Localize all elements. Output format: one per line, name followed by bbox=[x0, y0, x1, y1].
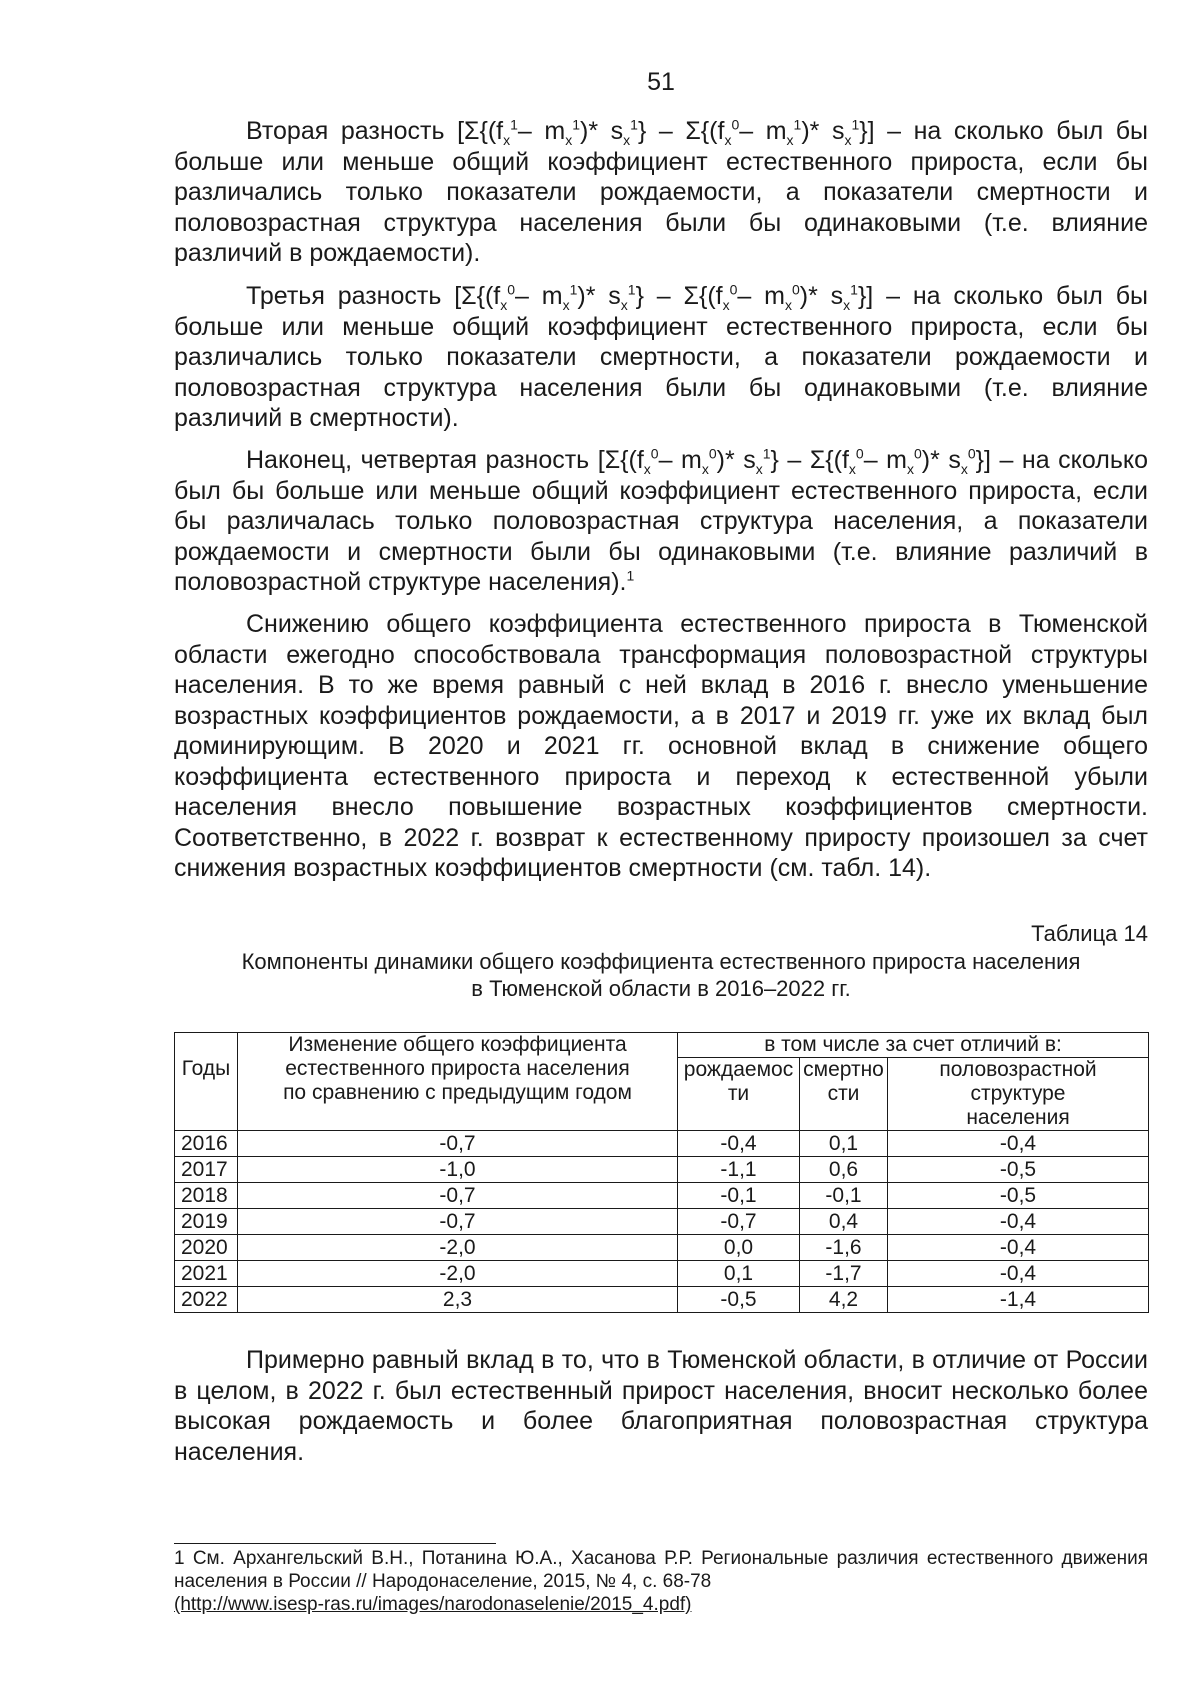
header-label: Годы bbox=[181, 1057, 231, 1080]
subscript: x bbox=[500, 297, 508, 313]
subscript: x bbox=[786, 132, 794, 148]
subscript: x bbox=[620, 297, 628, 313]
subscript: x bbox=[755, 461, 763, 477]
table-row bbox=[175, 1157, 1149, 1183]
subscript: x bbox=[623, 132, 631, 148]
header-label: Изменение общего коэффициента естественного прироста населения по сравнению с предыдущим годом bbox=[283, 1033, 632, 1104]
superscript: 1 bbox=[572, 116, 581, 133]
cell-fertility: 0,1 bbox=[678, 1261, 800, 1287]
cell-year: 2018 bbox=[175, 1183, 238, 1209]
superscript: 0 bbox=[507, 281, 516, 298]
table-header-row bbox=[175, 1033, 1149, 1058]
superscript: 0 bbox=[791, 281, 800, 298]
cell-year: 2019 bbox=[175, 1209, 238, 1235]
cell-year: 2021 bbox=[175, 1261, 238, 1287]
cell-structure: -1,4 bbox=[888, 1287, 1149, 1313]
header-structure bbox=[888, 1058, 1149, 1131]
paragraph-text: Примерно равный вклад в то, что в Тюменской области, в отличие от России в целом, в 2022 г. был естественный прирост населения, вносит несколько более высокая рождаемость и более благоприятная половозрастная структура населения. bbox=[174, 1346, 1148, 1466]
paragraph-third-difference bbox=[174, 281, 1148, 434]
text-run: – m bbox=[739, 117, 787, 145]
cell-change: 2,3 bbox=[238, 1287, 678, 1313]
cell-fertility: -0,7 bbox=[678, 1209, 800, 1235]
cell-fertility: -1,1 bbox=[678, 1157, 800, 1183]
text-run: }] – на сколько был бы больше или меньше общий коэффициент естественного прироста, если бы различались только показатели рождаемости, а показатели смертности и половозрастная структура населения были бы одинаковыми (т.е. влияние различий в рождаемости). bbox=[174, 117, 1149, 267]
paragraph-text bbox=[174, 445, 1148, 598]
superscript: 1 bbox=[793, 116, 802, 133]
text-run: Вторая разность [Σ{(f bbox=[246, 117, 504, 145]
cell-mortality: 0,6 bbox=[800, 1157, 888, 1183]
table-row bbox=[175, 1131, 1149, 1157]
superscript: 0 bbox=[967, 445, 976, 462]
table-number: Таблица 14 bbox=[1031, 921, 1148, 946]
cell-change: -1,0 bbox=[238, 1157, 678, 1183]
header-label: половозрастной структуре населения bbox=[939, 1058, 1097, 1129]
paragraph-text bbox=[174, 116, 1148, 269]
subscript: x bbox=[848, 461, 856, 477]
cell-fertility: -0,4 bbox=[678, 1131, 800, 1157]
superscript: 0 bbox=[913, 445, 922, 462]
footnote-reference[interactable]: 1 bbox=[626, 567, 635, 584]
table-caption bbox=[174, 948, 1148, 1002]
superscript: 1 bbox=[510, 116, 518, 133]
text-run: )* s bbox=[580, 117, 624, 145]
cell-structure: -0,4 bbox=[888, 1235, 1149, 1261]
cell-mortality: 0,4 bbox=[800, 1209, 888, 1235]
cell-mortality: 4,2 bbox=[800, 1287, 888, 1313]
cell-year: 2016 bbox=[175, 1131, 238, 1157]
text-run: } – Σ{(f bbox=[635, 282, 723, 310]
header-mortality bbox=[800, 1058, 888, 1131]
table-row bbox=[175, 1209, 1149, 1235]
subscript: x bbox=[784, 297, 792, 313]
subscript: x bbox=[724, 132, 732, 148]
cell-structure: -0,5 bbox=[888, 1157, 1149, 1183]
text-run: – m bbox=[863, 446, 907, 474]
cell-mortality: -1,6 bbox=[800, 1235, 888, 1261]
cell-mortality: 0,1 bbox=[800, 1131, 888, 1157]
paragraph-analysis bbox=[174, 609, 1148, 884]
cell-structure: -0,5 bbox=[888, 1183, 1149, 1209]
text-run: } – Σ{(f bbox=[637, 117, 725, 145]
paragraph-text: Снижению общего коэффициента естественного прироста в Тюменской области ежегодно способствовала трансформация половозрастной структуры населения. В то же время равный с ней вклад в 2016 г. внесло уменьшение возрастных коэффициентов рождаемости, а в 2017 и 2019 гг. уже их вклад был доминирующим. В 2020 и 2021 гг. основной вклад в снижение общего коэффициента естественного прироста и переход к естественной убыли населения внесло повышение возрастных коэффициентов смертности. Соответственно, в 2022 г. возврат к естественному приросту произошел за счет снижения возрастных коэффициентов смертности (см. табл. 14). bbox=[174, 610, 1148, 882]
table-row bbox=[175, 1235, 1149, 1261]
text-run: } – Σ{(f bbox=[770, 446, 849, 474]
paragraph-conclusion bbox=[174, 1345, 1148, 1467]
header-label: смертно сти bbox=[803, 1058, 884, 1105]
cell-change: -0,7 bbox=[238, 1131, 678, 1157]
subscript: x bbox=[643, 461, 651, 477]
subscript: x bbox=[844, 132, 852, 148]
cell-structure: -0,4 bbox=[888, 1261, 1149, 1287]
cell-fertility: -0,5 bbox=[678, 1287, 800, 1313]
text-run: Третья разность [Σ{(f bbox=[246, 282, 501, 310]
text-run: )* s bbox=[921, 446, 961, 474]
cell-change: -2,0 bbox=[238, 1235, 678, 1261]
paragraph-fourth-difference bbox=[174, 445, 1148, 598]
subscript: x bbox=[565, 132, 573, 148]
subscript: x bbox=[503, 132, 511, 148]
cell-change: -0,7 bbox=[238, 1183, 678, 1209]
text-run: }] – на сколько был бы больше или меньше общий коэффициент естественного прироста, если бы различалась только половозрастная структура населения, а показатели рождаемости и смертности были бы одинаковыми (т.е. влияние различий в половозрастной структуре населения). bbox=[174, 446, 1148, 596]
subscript: x bbox=[701, 461, 709, 477]
data-table bbox=[174, 1032, 1149, 1313]
superscript: 0 bbox=[650, 445, 659, 462]
superscript: 1 bbox=[850, 281, 858, 298]
paragraph-text bbox=[174, 281, 1148, 434]
page-number: 51 bbox=[647, 68, 675, 96]
superscript: 1 bbox=[569, 281, 578, 298]
header-fertility bbox=[678, 1058, 800, 1131]
table-row bbox=[175, 1287, 1149, 1313]
cell-fertility: -0,1 bbox=[678, 1183, 800, 1209]
cell-year: 2020 bbox=[175, 1235, 238, 1261]
superscript: 0 bbox=[855, 445, 864, 462]
superscript: 1 bbox=[851, 116, 860, 133]
subscript: x bbox=[562, 297, 570, 313]
text-run: Наконец, четвертая разность [Σ{(f bbox=[246, 446, 644, 474]
header-including bbox=[678, 1033, 1149, 1058]
cell-structure: -0,4 bbox=[888, 1209, 1149, 1235]
superscript: 1 bbox=[630, 116, 638, 133]
subscript: x bbox=[843, 297, 851, 313]
table-row bbox=[175, 1261, 1149, 1287]
text-run: – m bbox=[515, 282, 563, 310]
text-run: )* s bbox=[801, 117, 845, 145]
superscript: 1 bbox=[627, 281, 636, 298]
paragraph-second-difference bbox=[174, 116, 1148, 269]
text-run: }] – на сколько был бы больше или меньше общий коэффициент естественного прироста, если бы различались только показатели смертности, а показатели рождаемости и половозрастная структура населения были бы одинаковыми (т.е. влияние различий в смертности). bbox=[174, 282, 1149, 432]
superscript: 0 bbox=[729, 281, 738, 298]
table-caption-line: Компоненты динамики общего коэффициента естественного прироста населения bbox=[241, 949, 1081, 974]
cell-change: -0,7 bbox=[238, 1209, 678, 1235]
table-caption-line: в Тюменской области в 2016–2022 гг. bbox=[471, 976, 851, 1001]
text-run: – m bbox=[737, 282, 785, 310]
header-label: рождаемос ти bbox=[683, 1058, 794, 1105]
header-change bbox=[238, 1033, 678, 1131]
cell-structure: -0,4 bbox=[888, 1131, 1149, 1157]
cell-mortality: -1,7 bbox=[800, 1261, 888, 1287]
table-row bbox=[175, 1183, 1149, 1209]
cell-year: 2022 bbox=[175, 1287, 238, 1313]
text-run: – m bbox=[658, 446, 702, 474]
footnote-link[interactable]: (http://www.isesp-ras.ru/images/narodonaselenie/2015_4.pdf) bbox=[174, 1594, 692, 1615]
cell-change: -2,0 bbox=[238, 1261, 678, 1287]
subscript: x bbox=[906, 461, 914, 477]
text-run: )* s bbox=[577, 282, 621, 310]
cell-fertility: 0,0 bbox=[678, 1235, 800, 1261]
text-run: – m bbox=[517, 117, 566, 145]
cell-mortality: -0,1 bbox=[800, 1183, 888, 1209]
superscript: 0 bbox=[731, 116, 740, 133]
header-years bbox=[175, 1033, 238, 1131]
superscript: 0 bbox=[708, 445, 717, 462]
footnote-separator bbox=[174, 1543, 496, 1544]
header-label: в том числе за счет отличий в: bbox=[764, 1033, 1062, 1056]
footnote-text: 1 См. Архангельский В.Н., Потанина Ю.А., Хасанова Р.Р. Региональные различия естественного движения населения в России // Народонаселение, 2015, № 4, с. 68-78 bbox=[174, 1548, 1148, 1592]
text-run: )* s bbox=[799, 282, 844, 310]
footnote bbox=[174, 1547, 1148, 1616]
text-run: )* s bbox=[716, 446, 756, 474]
superscript: 1 bbox=[762, 445, 771, 462]
subscript: x bbox=[722, 297, 730, 313]
cell-year: 2017 bbox=[175, 1157, 238, 1183]
subscript: x bbox=[960, 461, 968, 477]
